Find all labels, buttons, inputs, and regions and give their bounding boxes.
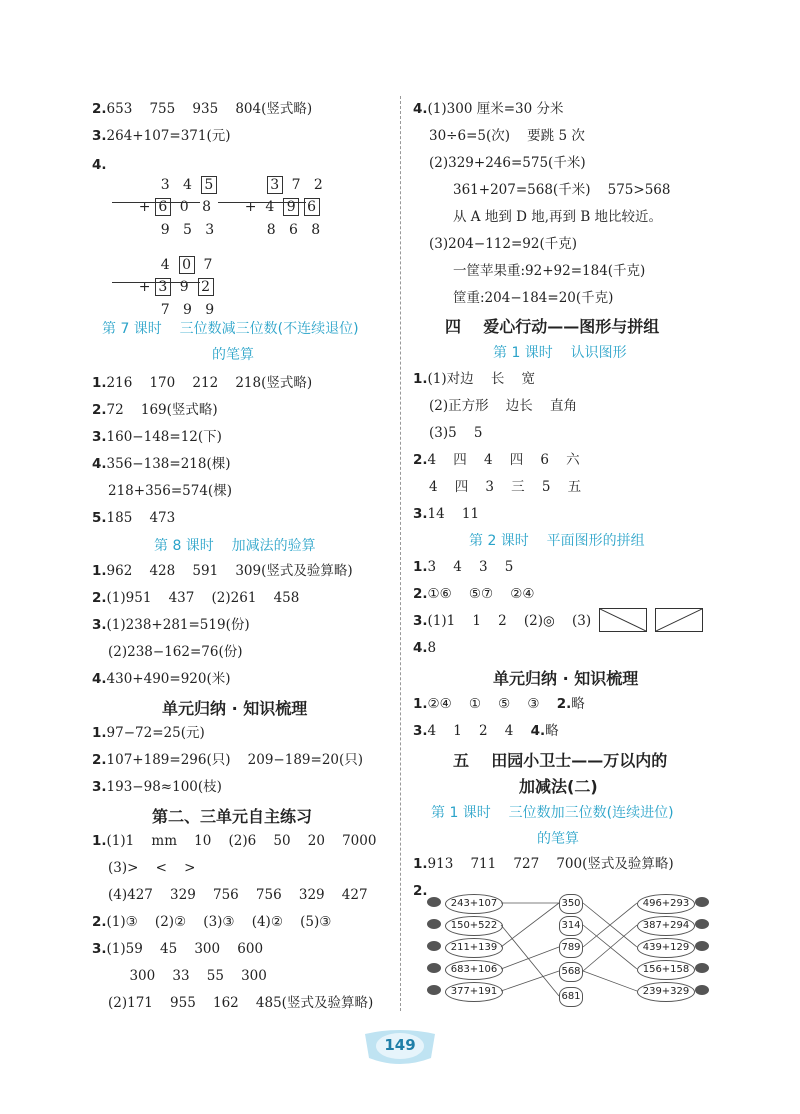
vertical-calc: 4 0 7 + 3 9 2 7 9 9 (112, 240, 202, 300)
lesson-heading: 第 7 课时 三位数减三位数(不连续退位) (102, 321, 359, 337)
section-heading: 五 田园小卫士——万以内的 (453, 751, 668, 770)
expression-oval: 439+129 (637, 938, 695, 958)
answer-line: 218+356=574(棵) (108, 483, 232, 499)
page-number: 149 (384, 1036, 416, 1054)
answer-line: 3.160−148=12(下) (92, 429, 222, 445)
answer-line: 361+207=568(千米) 575>568 (453, 182, 671, 198)
expression-oval: 377+191 (445, 982, 503, 1002)
answer-line: 1.(1)对边 长 宽 (413, 371, 535, 387)
answer-line: 2.4 四 4 四 6 六 (413, 452, 580, 468)
answer-line: 从 A 地到 D 地,再到 B 地比较近。 (453, 209, 663, 225)
section-heading: 四 爱心行动——图形与拼组 (445, 317, 660, 336)
answer-line: 3.193−98≈100(枝) (92, 779, 222, 795)
answer-line: 4 四 3 三 5 五 (429, 479, 582, 495)
lesson-heading: 第 1 课时 认识图形 (493, 345, 627, 361)
expression-oval: 150+522 (445, 916, 503, 936)
lesson-heading: 第 1 课时 三位数加三位数(连续进位) (431, 805, 674, 821)
vertical-calc: 3 7 2 + 4 9 6 8 6 8 (218, 160, 308, 220)
flower-number: 314 (559, 916, 583, 936)
page-number-badge (361, 1028, 439, 1068)
answer-line: (2)正方形 边长 直角 (429, 398, 577, 414)
expression-oval: 211+139 (445, 938, 503, 958)
lesson-heading: 第 8 课时 加减法的验算 (154, 538, 316, 554)
answer-line: 筐重:204−184=20(千克) (453, 290, 614, 306)
answer-line: 2.72 169(竖式略) (92, 402, 218, 418)
answer-line: (3)5 5 (429, 425, 483, 441)
answer-line: (3)> < > (108, 860, 196, 876)
vertical-calc: 3 4 5 + 6 0 8 9 5 3 (112, 160, 202, 220)
lesson-heading: 的笔算 (212, 347, 254, 363)
section-heading: 单元归纳 · 知识梳理 (493, 669, 639, 688)
matching-diagram (427, 892, 709, 1010)
answer-line: 4.8 (413, 640, 437, 656)
answer-line: (2)171 955 162 485(竖式及验算略) (108, 995, 374, 1011)
answer-line: 5.185 473 (92, 510, 176, 526)
flower-number: 681 (559, 987, 583, 1007)
answer-line: 4.(1)300 厘米=30 分米 (413, 101, 564, 117)
bug-icon (427, 963, 441, 973)
bug-icon (427, 919, 441, 929)
answer-line: 2.107+189=296(只) 209−189=20(只) (92, 752, 364, 768)
answer-line: 1.216 170 212 218(竖式略) (92, 375, 313, 391)
expression-oval: 387+294 (637, 916, 695, 936)
flower-number: 789 (559, 938, 583, 958)
bug-icon (427, 897, 441, 907)
column-divider (400, 96, 401, 1011)
answer-line: 3.(1)238+281=519(份) (92, 617, 250, 633)
answer-line: 4.356−138=218(棵) (92, 456, 231, 472)
expression-oval: 243+107 (445, 894, 503, 914)
section-heading: 第二、三单元自主练习 (152, 807, 313, 826)
bug-icon (427, 985, 441, 995)
answer-line: 3.(1)1 1 2 (2)◎ (3) (413, 613, 592, 629)
bug-icon (695, 941, 709, 951)
answer-line: 4.430+490=920(米) (92, 671, 231, 687)
answer-line: 2.(1)951 437 (2)261 458 (92, 590, 300, 606)
bug-icon (427, 941, 441, 951)
answer-line: 1.②④ ① ⑤ ③ 2.略 (413, 696, 585, 712)
section-heading: 加减法(二) (519, 777, 598, 796)
answer-line: 30÷6=5(次) 要跳 5 次 (429, 128, 585, 144)
lesson-heading: 的笔算 (537, 831, 579, 847)
answer-line: 3.14 11 (413, 506, 480, 522)
lesson-heading: 第 2 课时 平面图形的拼组 (469, 533, 645, 549)
answer-line: 3.4 1 2 4 4.略 (413, 723, 559, 739)
answer-line: (2)329+246=575(千米) (429, 155, 586, 171)
rectangle-figure (599, 608, 647, 632)
answer-line: 2.①⑥ ⑤⑦ ②④ (413, 586, 535, 602)
bug-icon (695, 985, 709, 995)
answer-line: 2.(1)③ (2)② (3)③ (4)② (5)③ (92, 914, 332, 930)
flower-number: 350 (559, 894, 583, 914)
flower-number: 568 (559, 962, 583, 982)
bug-icon (695, 897, 709, 907)
answer-line: 1.3 4 3 5 (413, 559, 514, 575)
section-heading: 单元归纳 · 知识梳理 (162, 699, 308, 718)
bug-icon (695, 963, 709, 973)
answer-line: 3.264+107=371(元) (92, 128, 231, 144)
answer-line: 3.(1)59 45 300 600 (92, 941, 264, 957)
answer-line: (4)427 329 756 756 329 427 (108, 887, 368, 903)
answer-line: 1.(1)1 mm 10 (2)6 50 20 7000 (92, 833, 377, 849)
answer-line: 1.913 711 727 700(竖式及验算略) (413, 856, 674, 872)
answer-line: 4. (92, 157, 107, 173)
bug-icon (695, 919, 709, 929)
expression-oval: 239+329 (637, 982, 695, 1002)
answer-line: 2.653 755 935 804(竖式略) (92, 101, 313, 117)
answer-line: 300 33 55 300 (108, 968, 267, 984)
expression-oval: 683+106 (445, 960, 503, 980)
expression-oval: 156+158 (637, 960, 695, 980)
answer-line: 1.97−72=25(元) (92, 725, 205, 741)
answer-line: 1.962 428 591 309(竖式及验算略) (92, 563, 353, 579)
answer-line: 2. (413, 883, 428, 899)
expression-oval: 496+293 (637, 894, 695, 914)
answer-line: (3)204−112=92(千克) (429, 236, 577, 252)
answer-line: 一筐苹果重:92+92=184(千克) (453, 263, 646, 279)
answer-line: (2)238−162=76(份) (108, 644, 243, 660)
rectangle-figure (655, 608, 703, 632)
